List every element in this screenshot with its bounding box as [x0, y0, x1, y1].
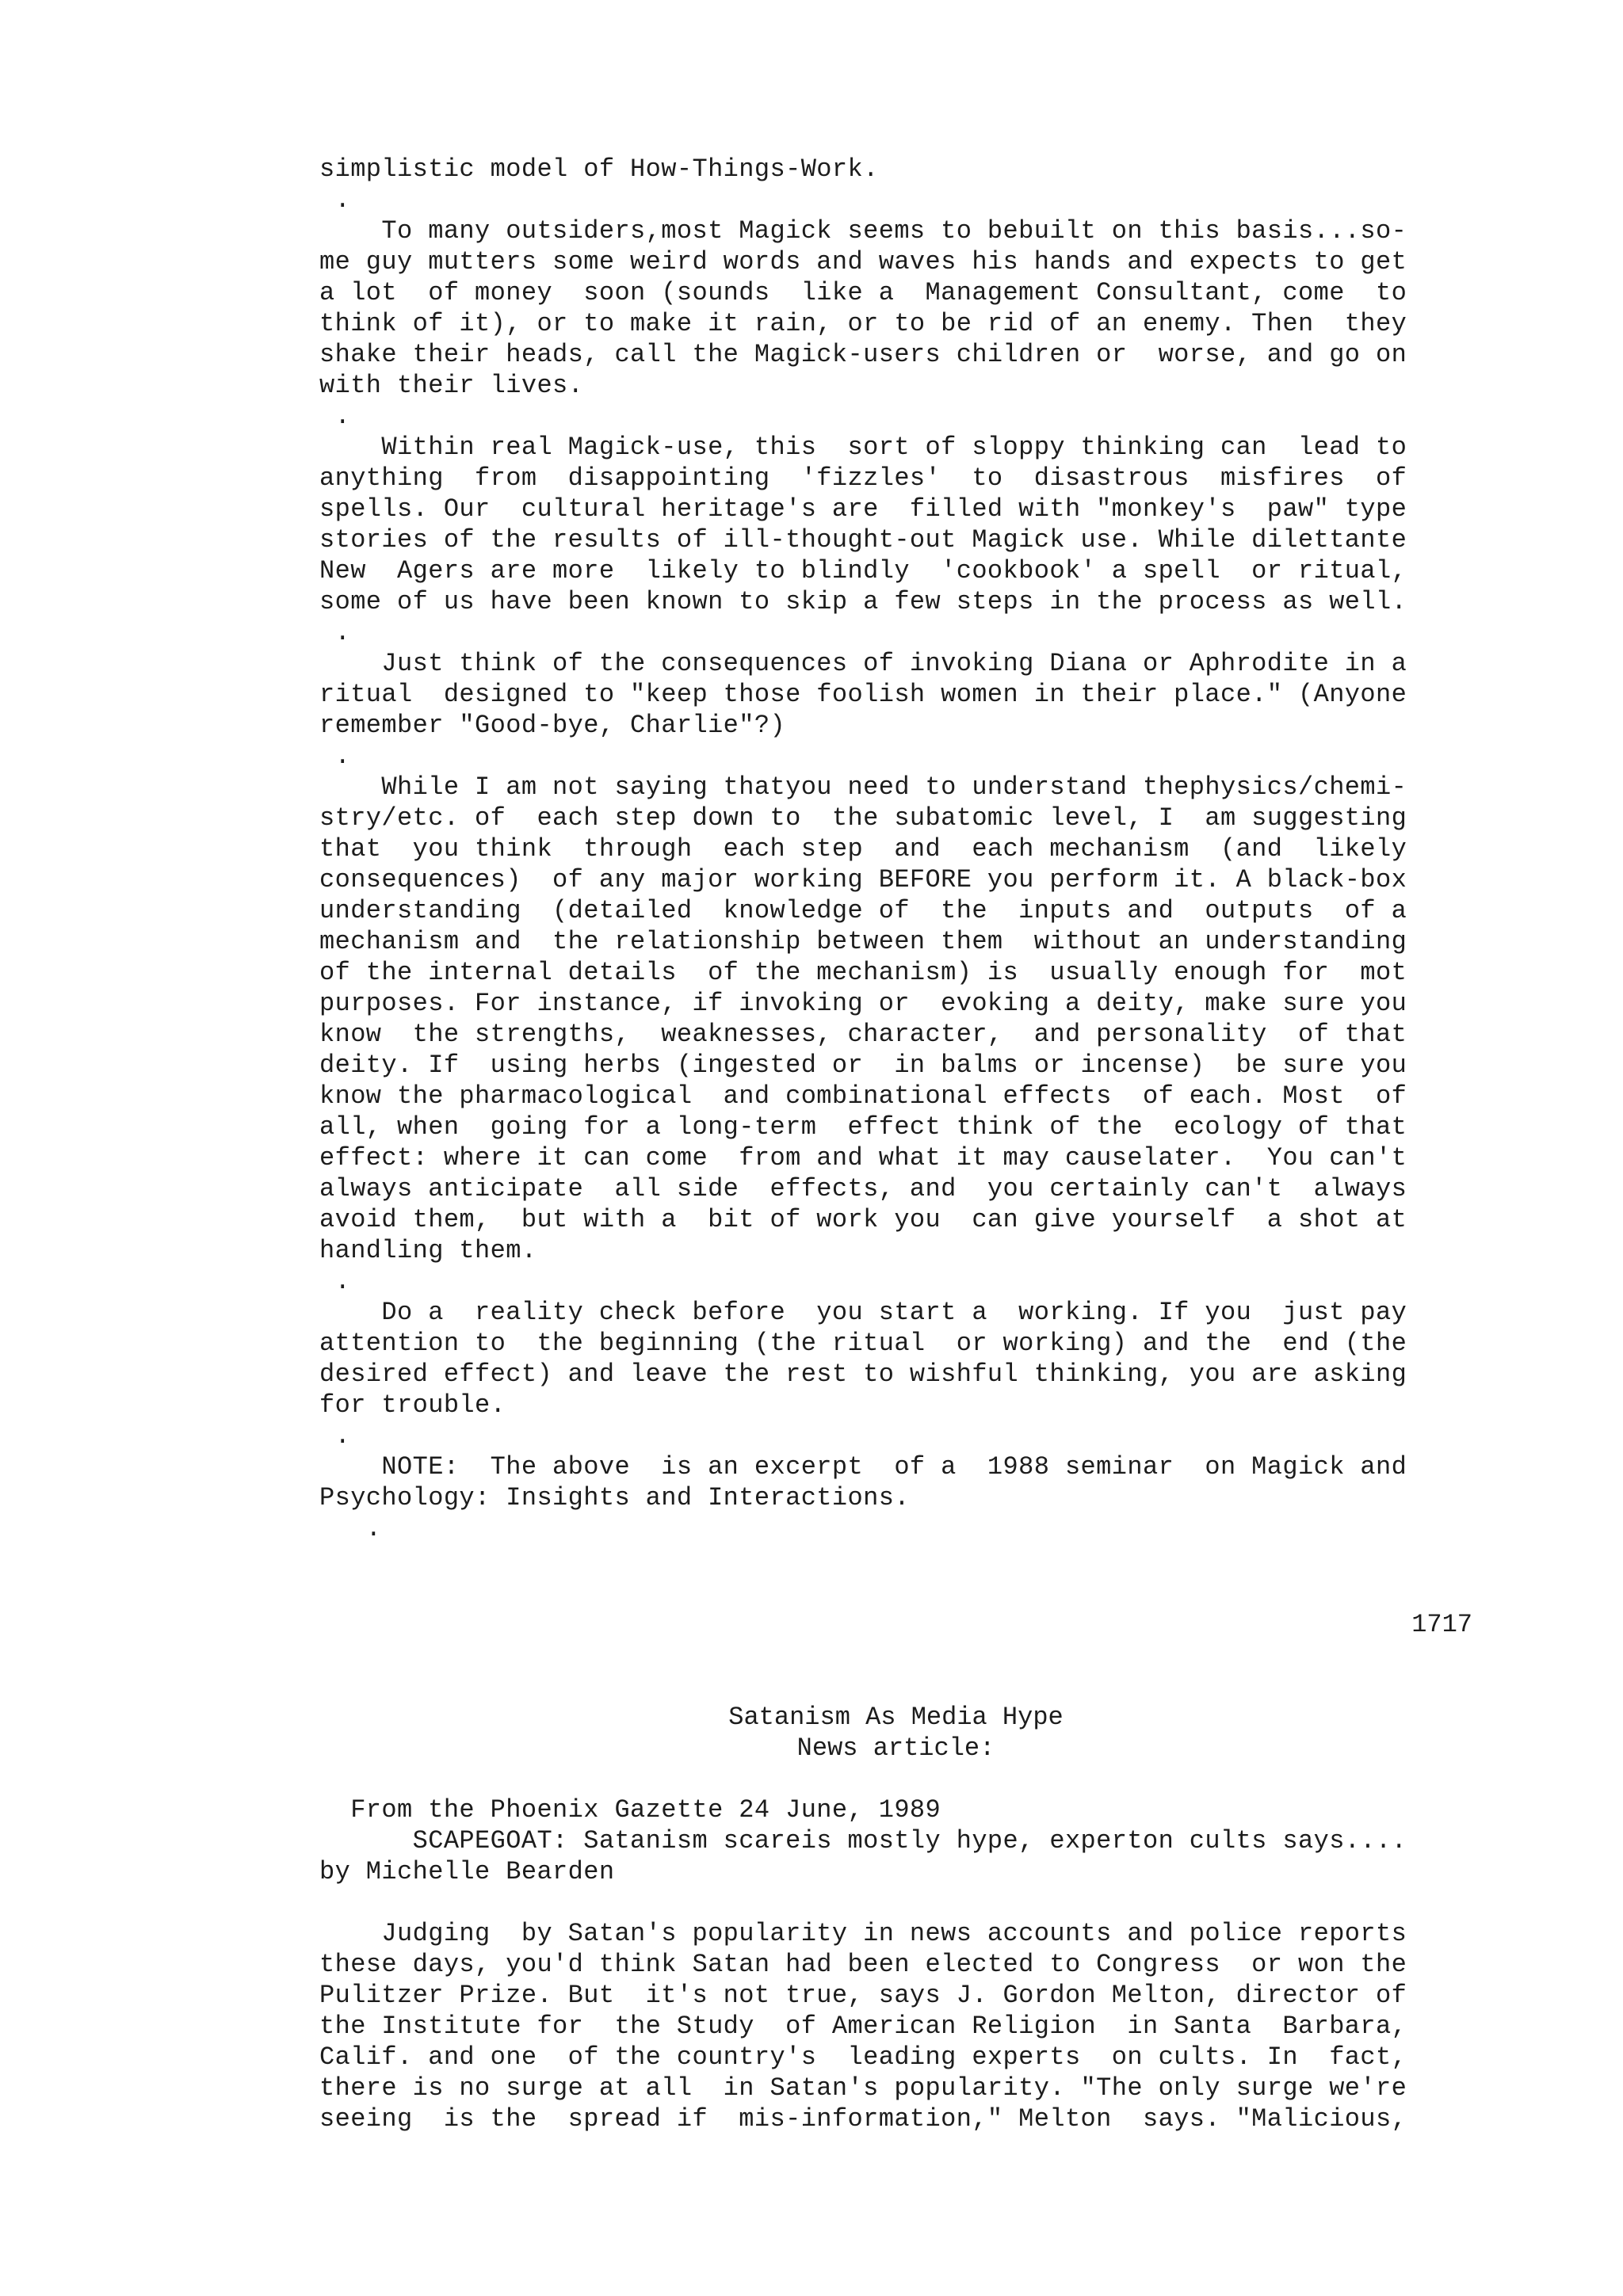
- article-byline: by Michelle Bearden: [319, 1857, 615, 1886]
- text-line: always anticipate all side effects, and you certainly can't always: [319, 1174, 1407, 1203]
- text-line: a lot of money soon (sounds like a Management Consultant, come to: [319, 278, 1407, 307]
- text-line: Just think of the consequences of invoking Diana or Aphrodite in a: [319, 649, 1407, 678]
- text-line: New Agers are more likely to blindly 'cookbook' a spell or ritual,: [319, 556, 1407, 585]
- text-line: purposes. For instance, if invoking or evoking a deity, make sure you: [319, 989, 1407, 1018]
- text-line: understanding (detailed knowledge of the inputs and outputs of a: [319, 896, 1407, 925]
- text-line: anything from disappointing 'fizzles' to disastrous misfires of: [319, 463, 1407, 493]
- article-text-line: seeing is the spread if mis-information," Melton says. "Malicious,: [319, 2104, 1407, 2134]
- text-line: know the pharmacological and combinational effects of each. Most of: [319, 1081, 1407, 1111]
- text-line: deity. If using herbs (ingested or in balms or incense) be sure you: [319, 1051, 1407, 1080]
- text-line: .: [319, 742, 351, 771]
- text-line: stories of the results of ill-thought-out Magick use. While dilettante: [319, 525, 1407, 555]
- text-line: simplistic model of How-Things-Work.: [319, 154, 879, 184]
- text-line: shake their heads, call the Magick-users children or worse, and go on: [319, 340, 1407, 369]
- text-line: me guy mutters some weird words and waves his hands and expects to get: [319, 247, 1407, 277]
- text-line: for trouble.: [319, 1390, 506, 1420]
- article-headline: SCAPEGOAT: Satanism scareis mostly hype, experton cults says....: [319, 1826, 1407, 1855]
- text-line: think of it), or to make it rain, or to be rid of an enemy. Then they: [319, 309, 1407, 338]
- text-line: To many outsiders,most Magick seems to bebuilt on this basis...so-: [319, 216, 1407, 246]
- text-line: that you think through each step and each mechanism (and likely: [319, 834, 1407, 864]
- text-line: Within real Magick-use, this sort of sloppy thinking can lead to: [319, 433, 1407, 462]
- text-line: .: [319, 185, 351, 215]
- article-source-line: From the Phoenix Gazette 24 June, 1989: [319, 1795, 941, 1825]
- text-line: .: [319, 618, 351, 647]
- text-line: .: [319, 1421, 351, 1451]
- article-text-line: there is no surge at all in Satan's popularity. "The only surge we're: [319, 2073, 1407, 2103]
- text-line: Do a reality check before you start a working. If you just pay: [319, 1298, 1407, 1327]
- text-line: with their lives.: [319, 371, 584, 400]
- text-line: stry/etc. of each step down to the subatomic level, I am suggesting: [319, 803, 1407, 833]
- text-line: NOTE: The above is an excerpt of a 1988 seminar on Magick and: [319, 1452, 1407, 1482]
- text-line: handling them.: [319, 1236, 537, 1265]
- text-line: desired effect) and leave the rest to wishful thinking, you are asking: [319, 1360, 1407, 1389]
- text-line: .: [319, 1267, 351, 1296]
- text-line: of the internal details of the mechanism) is usually enough for mot: [319, 958, 1407, 987]
- text-line: attention to the beginning (the ritual or working) and the end (the: [319, 1329, 1407, 1358]
- article-text-line: the Institute for the Study of American Religion in Santa Barbara,: [319, 2012, 1407, 2041]
- text-line: Psychology: Insights and Interactions.: [319, 1483, 910, 1512]
- page-number: 1717: [1411, 1610, 1472, 1639]
- article-text-line: Judging by Satan's popularity in news accounts and police reports: [319, 1919, 1407, 1948]
- text-line: spells. Our cultural heritage's are filled with "monkey's paw" type: [319, 494, 1407, 524]
- article-text-line: Calif. and one of the country's leading experts on cults. In fact,: [319, 2042, 1407, 2072]
- text-line: While I am not saying thatyou need to understand thephysics/chemi-: [319, 772, 1407, 802]
- text-line: consequences) of any major working BEFORE you perform it. A black-box: [319, 865, 1407, 894]
- text-line: ritual designed to "keep those foolish women in their place." (Anyone: [319, 680, 1407, 709]
- text-line: all, when going for a long-term effect think of the ecology of that: [319, 1112, 1407, 1142]
- text-line: know the strengths, weaknesses, character, and personality of that: [319, 1020, 1407, 1049]
- text-line: mechanism and the relationship between them without an understanding: [319, 927, 1407, 956]
- text-line: .: [319, 1514, 382, 1543]
- text-line: remember "Good-bye, Charlie"?): [319, 711, 786, 740]
- text-line: effect: where it can come from and what it may causelater. You can't: [319, 1143, 1407, 1173]
- article-text-line: Pulitzer Prize. But it's not true, says J. Gordon Melton, director of: [319, 1981, 1407, 2010]
- text-line: avoid them, but with a bit of work you can give yourself a shot at: [319, 1205, 1407, 1234]
- text-line: .: [319, 402, 351, 431]
- text-line: some of us have been known to skip a few steps in the process as well.: [319, 587, 1407, 616]
- article-title: Satanism As Media Hype: [728, 1703, 1064, 1732]
- article-text-line: these days, you'd think Satan had been elected to Congress or won the: [319, 1950, 1407, 1979]
- article-subtitle: News article:: [796, 1733, 995, 1763]
